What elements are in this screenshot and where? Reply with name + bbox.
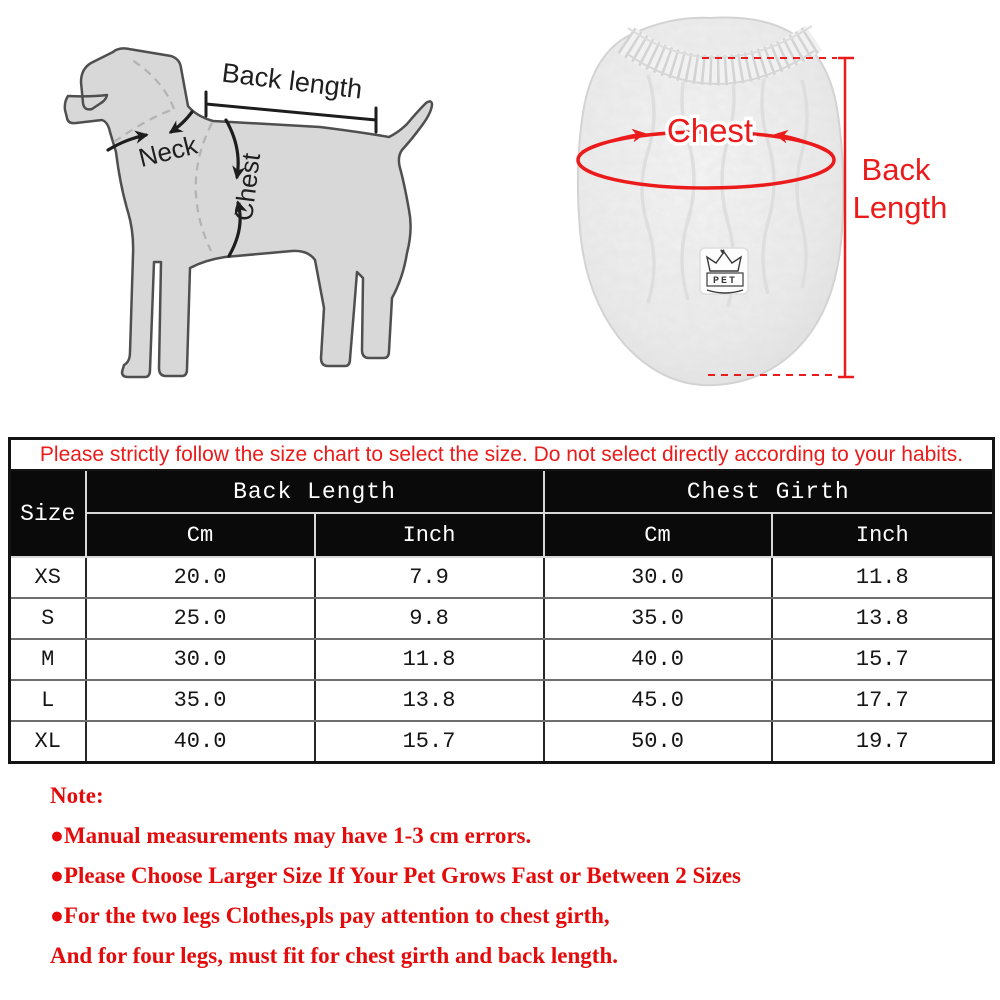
cell-back-cm: 35.0 (86, 680, 315, 721)
size-row-m (10, 639, 994, 680)
garment-back-length-label-line1: Back (861, 152, 931, 187)
cell-chest-inch: 11.8 (772, 557, 994, 598)
cell-size: XL (10, 721, 86, 763)
notes-title: Note: (50, 783, 104, 808)
cell-chest-inch: 13.8 (772, 598, 994, 639)
size-row-s (10, 598, 994, 639)
notes-section (50, 782, 741, 970)
cell-chest-cm: 35.0 (544, 598, 772, 639)
back-length-group-header: Back Length (86, 470, 544, 513)
cell-back-inch: 7.9 (315, 557, 544, 598)
back-length-inch-header: Inch (315, 513, 544, 557)
cell-chest-inch: 15.7 (772, 639, 994, 680)
chest-girth-group-header: Chest Girth (544, 470, 994, 513)
garment-back-length-label-line2: Length (852, 190, 948, 225)
cell-back-inch: 15.7 (315, 721, 544, 763)
garment-chest-label: Chest (666, 112, 754, 149)
note-line-2: ●Please Choose Larger Size If Your Pet Grows Fast or Between 2 Sizes (50, 863, 741, 888)
garment-photo-annotated (530, 0, 1000, 430)
cell-back-inch: 13.8 (315, 680, 544, 721)
warning-text: Please strictly follow the size chart to select the size. Do not select directly according to your habits. (10, 439, 994, 471)
back-length-label: Back length (220, 57, 364, 105)
size-row-xl (10, 721, 994, 763)
header-group-row (10, 470, 994, 513)
chest-girth-inch-header: Inch (772, 513, 994, 557)
cell-chest-inch: 17.7 (772, 680, 994, 721)
cell-back-cm: 40.0 (86, 721, 315, 763)
back-length-measure-line (206, 104, 376, 120)
tag-text: PET (712, 276, 738, 287)
cell-back-cm: 30.0 (86, 639, 315, 680)
cell-back-cm: 20.0 (86, 557, 315, 598)
cell-chest-cm: 50.0 (544, 721, 772, 763)
chest-girth-cm-header: Cm (544, 513, 772, 557)
cell-chest-inch: 19.7 (772, 721, 994, 763)
warning-row (10, 439, 994, 471)
note-line-1: ●Manual measurements may have 1-3 cm errors. (50, 823, 532, 848)
cell-back-inch: 11.8 (315, 639, 544, 680)
chest-label: Chest (228, 151, 267, 223)
cell-size: S (10, 598, 86, 639)
cell-size: M (10, 639, 86, 680)
cell-chest-cm: 40.0 (544, 639, 772, 680)
back-length-cm-header: Cm (86, 513, 315, 557)
note-line-3: ●For the two legs Clothes,pls pay attention to chest girth, (50, 903, 610, 928)
size-row-l (10, 680, 994, 721)
cell-chest-cm: 45.0 (544, 680, 772, 721)
cell-back-inch: 9.8 (315, 598, 544, 639)
cell-size: L (10, 680, 86, 721)
cell-size: XS (10, 557, 86, 598)
pet-brand-tag (700, 247, 748, 294)
cell-back-cm: 25.0 (86, 598, 315, 639)
dog-measurement-diagram (30, 10, 510, 430)
neck-label: Neck (135, 129, 201, 173)
size-row-xs (10, 557, 994, 598)
header-units-row (10, 513, 994, 557)
note-line-4: And for four legs, must fit for chest girth and back length. (50, 943, 618, 968)
size-column-header: Size (10, 470, 86, 557)
cell-chest-cm: 30.0 (544, 557, 772, 598)
tag-heart-icon: ♥ (720, 247, 725, 256)
size-table (8, 437, 995, 764)
